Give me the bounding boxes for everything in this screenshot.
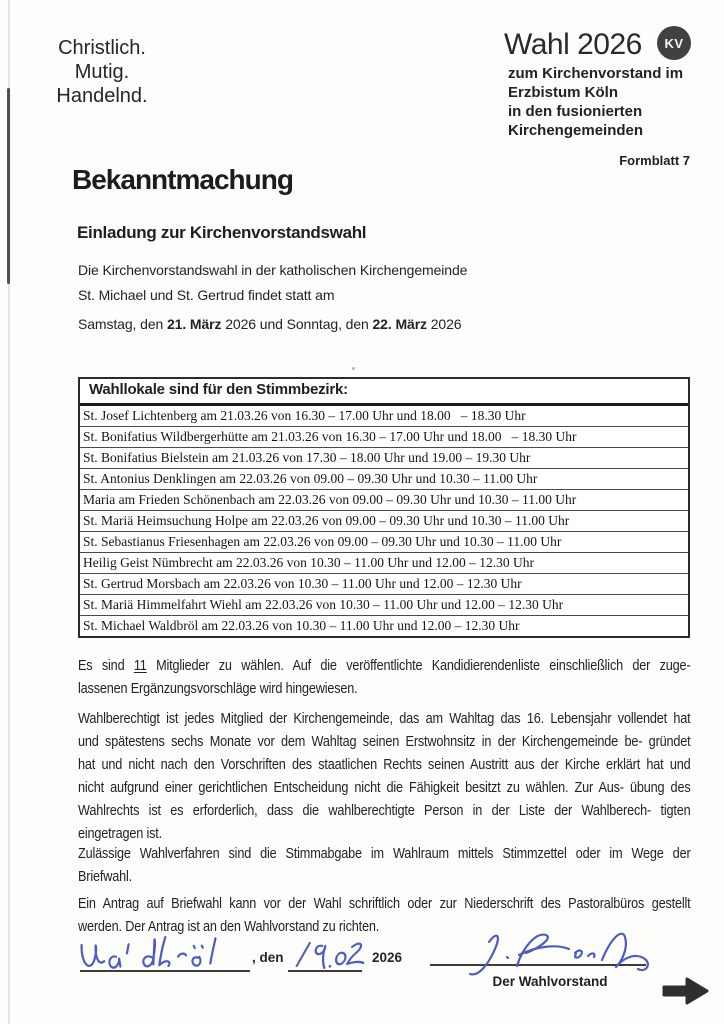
page-subtitle: Einladung zur Kirchenvorstandswahl (77, 223, 367, 242)
election-subtitle-line: zum Kirchenvorstand im (508, 65, 684, 82)
table-row: St. Josef Lichtenberg am 21.03.26 von 16.30 – 17.00 Uhr und 18.00 – 18.30 Uhr (80, 406, 688, 427)
paragraph-line: eingetragen ist. (78, 826, 162, 842)
paragraph-line: Wahlberechtigt ist jedes Mitglied der Kirchengemeinde, das am Wahltag das 16. Lebensjahr vollendet hat (78, 711, 691, 727)
paragraph-line: Zulässige Wahlverfahren sind die Stimmabgabe im Wahlraum mittels Stimmzettel oder im Wege der (78, 846, 691, 862)
election-subtitle-line: Erzbistum Köln (508, 84, 619, 101)
intro-paragraph (78, 258, 467, 308)
paragraph-text: Es sind (78, 658, 134, 674)
brand-motto (36, 36, 168, 108)
election-title: Wahl 2026 (504, 28, 642, 61)
kv-logo-badge: KV (657, 26, 691, 60)
table-row: St. Mariä Heimsuchung Holpe am 22.03.26 von 09.00 – 09.30 Uhr und 10.30 – 11.00 Uhr (80, 511, 688, 532)
den-label: , den (252, 950, 284, 965)
brand-motto-line: Mutig. (74, 61, 130, 83)
next-page-arrow-icon (661, 975, 713, 1007)
election-subtitle-line: Kirchengemeinden (508, 122, 644, 139)
page-title: Bekanntmachung (72, 164, 293, 195)
paragraph-line: hat und nicht nach den Vorschriften des staatlichen Rechts seinen Austritt aus der Kirche erklärt hat und (78, 757, 691, 773)
date-text: Samstag, den (78, 316, 167, 332)
handwritten-date (288, 936, 368, 974)
table-row: St. Mariä Himmelfahrt Wiehl am 22.03.26 von 10.30 – 11.00 Uhr und 12.00 – 12.30 Uhr (80, 595, 688, 616)
table-row: St. Bonifatius Bielstein am 21.03.26 von 17.30 – 18.00 Uhr und 19.00 – 19.30 Uhr (80, 448, 688, 469)
year-label: 2026 (372, 950, 403, 965)
table-row: St. Bonifatius Wildbergerhütte am 21.03.26 von 16.30 – 17.00 Uhr und 18.00 – 18.30 Uhr (80, 427, 688, 448)
election-subtitle-line: in den fusionierten (508, 103, 643, 120)
signer-role-label: Der Wahlvorstand (492, 974, 608, 989)
date-sunday: 22. März (372, 316, 427, 332)
table-row: Heilig Geist Nümbrecht am 22.03.26 von 10.30 – 11.00 Uhr und 12.00 – 12.30 Uhr (80, 553, 688, 574)
date-text: 2026 und Sonntag, den (221, 316, 373, 332)
form-number-label: Formblatt 7 (619, 153, 690, 168)
table-row: St. Michael Waldbröl am 22.03.26 von 10.30 – 11.00 Uhr und 12.00 – 12.30 Uhr (83, 618, 520, 633)
paragraph-line: und spätestens sechs Monate vor dem Wahltag seinen Erstwohnsitz in der Kirchengemeinde be- gründet (78, 734, 691, 750)
date-saturday: 21. März (166, 316, 222, 332)
paragraph-line (78, 655, 691, 678)
procedure-paragraph (78, 843, 691, 889)
paragraph-line: werden. Der Antrag ist an den Wahlvorstand zu richten. (78, 919, 380, 935)
table-row: St. Antonius Denklingen am 22.03.26 von 09.00 – 09.30 Uhr und 10.30 – 11.00 Uhr (80, 469, 688, 490)
polling-locations-table (78, 377, 690, 638)
paragraph-line: Ein Antrag auf Briefwahl kann vor der Wahl schriftlich oder zur Niederschrift des Pastoralbüros gestellt (78, 896, 691, 912)
table-row: St. Gertrud Morsbach am 22.03.26 von 10.30 – 11.00 Uhr und 12.00 – 12.30 Uhr (80, 574, 688, 595)
election-date-line (78, 316, 462, 332)
brand-motto-line: Handelnd. (56, 85, 148, 107)
eligibility-paragraph (78, 708, 691, 846)
date-text: 2026 (426, 316, 462, 332)
handwritten-signature (425, 924, 660, 994)
scan-edge-artifact-dark (7, 88, 10, 284)
paragraph-line: lassenen Ergänzungsvorschläge wird hingewiesen. (78, 681, 358, 697)
intro-line: Die Kirchenvorstandswahl in der katholischen Kirchengemeinde (78, 262, 468, 278)
member-count: 11 (133, 658, 147, 674)
paragraph-text: Mitglieder zu wählen. Auf die veröffentlichte Kandidierendenliste einschließlich der zuge- (146, 658, 691, 674)
brand-motto-line: Christlich. (58, 37, 146, 59)
members-paragraph (78, 655, 691, 701)
table-header: Wahllokale sind für den Stimmbezirk: (80, 379, 688, 406)
table-row: Maria am Frieden Schönenbach am 22.03.26 von 09.00 – 09.30 Uhr und 10.30 – 11.00 Uhr (80, 490, 688, 511)
paragraph-line: nicht aufgrund einer gerichtlichen Entscheidung nicht die Fähigkeit besitzt zu wählen. Zur Aus- übung des (78, 780, 691, 796)
paragraph-line: Briefwahl. (78, 869, 132, 885)
table-row: St. Sebastianus Friesenhagen am 22.03.26 von 09.00 – 09.30 Uhr und 10.30 – 11.00 Uhr (80, 532, 688, 553)
handwritten-place (76, 932, 261, 976)
election-subtitle (508, 64, 683, 140)
scan-speck (352, 367, 355, 370)
intro-line: St. Michael und St. Gertrud findet statt am (78, 287, 335, 303)
paragraph-line: Wahlrechts ist es erforderlich, dass die wahlberechtigte Person in der Liste der Wahlberech- tigten (78, 803, 691, 819)
